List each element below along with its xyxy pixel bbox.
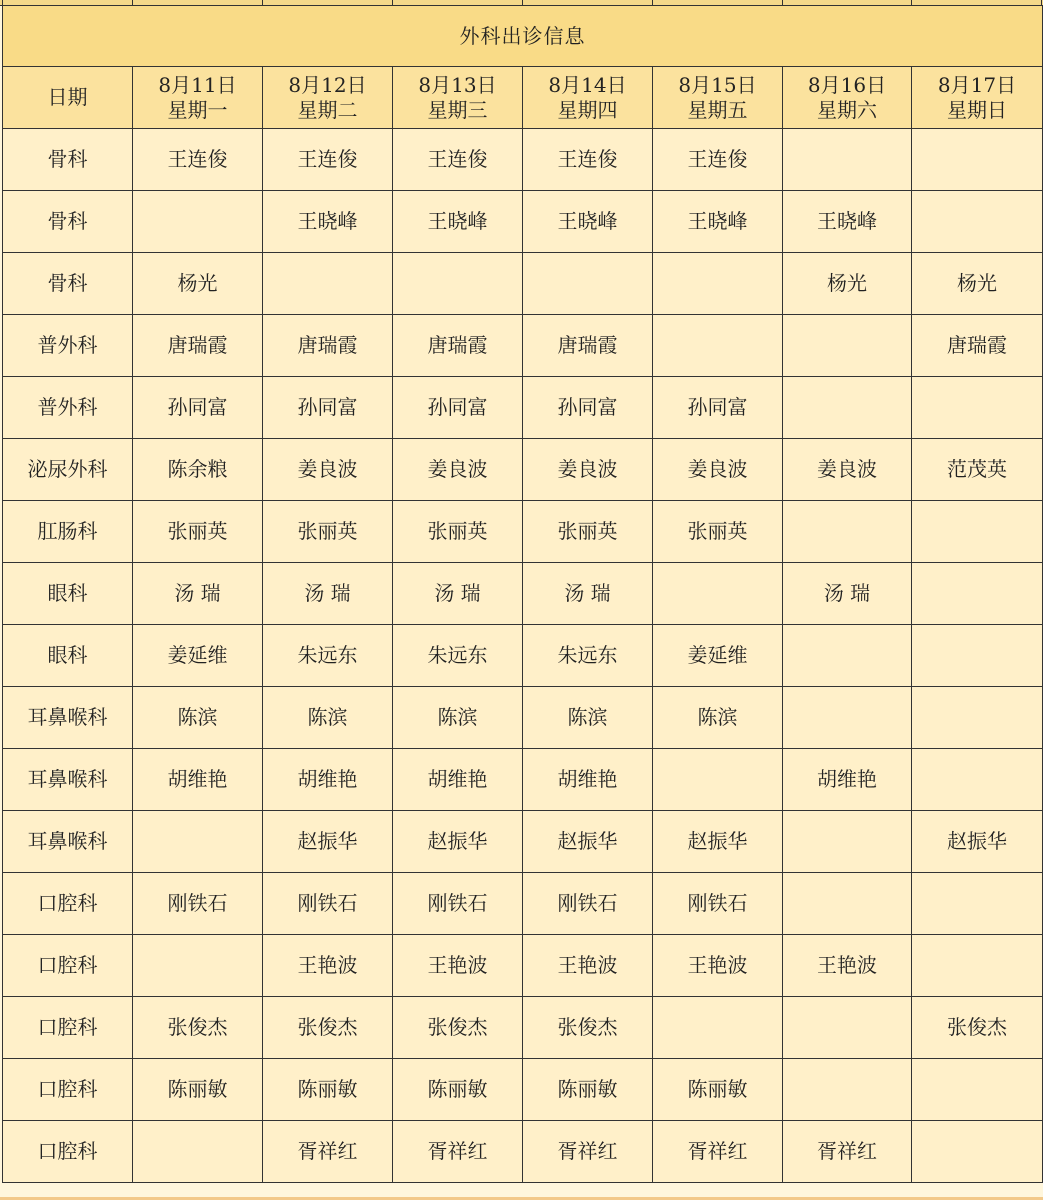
department-cell: 口腔科 [3,1059,133,1121]
doctor-cell [912,1059,1043,1121]
department-cell: 耳鼻喉科 [3,749,133,811]
day-date: 8月11日 [158,72,237,97]
doctor-cell: 陈丽敏 [263,1059,393,1121]
day-weekday: 星期二 [297,97,358,122]
doctor-cell: 王艳波 [783,935,912,997]
doctor-cell [783,997,912,1059]
doctor-cell: 王艳波 [263,935,393,997]
doctor-cell: 汤 瑞 [263,563,393,625]
doctor-cell: 刚铁石 [133,873,263,935]
table-row [3,873,1043,935]
doctor-cell: 刚铁石 [393,873,523,935]
day-weekday: 星期一 [167,97,228,122]
page-title: 外科出诊信息 [3,6,1043,67]
doctor-cell: 陈丽敏 [133,1059,263,1121]
day-header [263,67,393,129]
doctor-cell: 范茂英 [912,439,1043,501]
doctor-cell: 杨光 [783,253,912,315]
table-row [3,997,1043,1059]
department-cell: 肛肠科 [3,501,133,563]
day-weekday: 星期五 [687,97,748,122]
doctor-cell: 王晓峰 [263,191,393,253]
doctor-cell: 王艳波 [523,935,653,997]
doctor-cell: 王晓峰 [653,191,783,253]
schedule-rows [3,129,1043,1183]
table-row [3,935,1043,997]
department-cell: 眼科 [3,563,133,625]
table-row [3,129,1043,191]
doctor-cell: 王连俊 [263,129,393,191]
department-cell: 普外科 [3,315,133,377]
doctor-cell: 陈滨 [523,687,653,749]
day-date: 8月13日 [418,72,497,97]
doctor-cell: 汤 瑞 [133,563,263,625]
doctor-cell: 胡维艳 [263,749,393,811]
schedule-table [2,5,1043,1183]
department-cell: 口腔科 [3,935,133,997]
doctor-cell: 胡维艳 [393,749,523,811]
doctor-cell [912,563,1043,625]
doctor-cell [912,749,1043,811]
doctor-cell: 王连俊 [653,129,783,191]
doctor-cell: 胥祥红 [653,1121,783,1183]
day-header [393,67,523,129]
department-cell: 骨科 [3,191,133,253]
doctor-cell: 赵振华 [523,811,653,873]
doctor-cell [912,501,1043,563]
doctor-cell [912,625,1043,687]
doctor-cell: 陈丽敏 [393,1059,523,1121]
doctor-cell: 唐瑞霞 [263,315,393,377]
day-weekday: 星期日 [947,97,1007,122]
doctor-cell: 张俊杰 [133,997,263,1059]
doctor-cell: 唐瑞霞 [133,315,263,377]
doctor-cell: 王连俊 [393,129,523,191]
table-row [3,687,1043,749]
table-row [3,749,1043,811]
doctor-cell: 刚铁石 [263,873,393,935]
department-cell: 口腔科 [3,1121,133,1183]
doctor-cell: 张俊杰 [263,997,393,1059]
doctor-cell: 王晓峰 [393,191,523,253]
doctor-cell [912,1121,1043,1183]
doctor-cell: 陈滨 [133,687,263,749]
doctor-cell: 赵振华 [653,811,783,873]
table-row [3,563,1043,625]
doctor-cell: 陈丽敏 [523,1059,653,1121]
doctor-cell: 胥祥红 [523,1121,653,1183]
department-cell: 骨科 [3,253,133,315]
doctor-cell: 陈余粮 [133,439,263,501]
doctor-cell: 张丽英 [653,501,783,563]
doctor-cell: 张丽英 [393,501,523,563]
doctor-cell: 姜良波 [653,439,783,501]
doctor-cell: 胡维艳 [783,749,912,811]
doctor-cell [783,129,912,191]
department-cell: 泌尿外科 [3,439,133,501]
doctor-cell [133,935,263,997]
department-cell: 口腔科 [3,997,133,1059]
doctor-cell: 王连俊 [133,129,263,191]
doctor-cell: 汤 瑞 [783,563,912,625]
day-date: 8月16日 [807,72,887,97]
doctor-cell: 唐瑞霞 [393,315,523,377]
day-date: 8月14日 [548,72,627,97]
doctor-cell: 张丽英 [133,501,263,563]
doctor-cell [783,501,912,563]
doctor-cell: 杨光 [133,253,263,315]
doctor-cell: 张俊杰 [912,997,1043,1059]
department-cell: 耳鼻喉科 [3,687,133,749]
doctor-cell [912,687,1043,749]
doctor-cell: 刚铁石 [523,873,653,935]
day-date: 8月15日 [678,72,757,97]
doctor-cell [783,1059,912,1121]
doctor-cell [393,253,523,315]
day-header [653,67,783,129]
doctor-cell: 姜良波 [263,439,393,501]
doctor-cell [912,191,1043,253]
doctor-cell: 汤 瑞 [393,563,523,625]
day-header [523,67,653,129]
doctor-cell: 朱远东 [263,625,393,687]
doctor-cell [783,377,912,439]
doctor-cell [653,563,783,625]
doctor-cell: 张丽英 [263,501,393,563]
doctor-cell: 赵振华 [263,811,393,873]
doctor-cell: 胥祥红 [263,1121,393,1183]
doctor-cell: 姜良波 [783,439,912,501]
doctor-cell: 张俊杰 [523,997,653,1059]
table-row [3,501,1043,563]
doctor-cell [783,687,912,749]
day-weekday: 星期四 [557,97,618,122]
doctor-cell: 胥祥红 [783,1121,912,1183]
department-cell: 骨科 [3,129,133,191]
doctor-cell [653,749,783,811]
doctor-cell [653,997,783,1059]
day-header [783,67,912,129]
doctor-cell: 孙同富 [393,377,523,439]
department-cell: 眼科 [3,625,133,687]
table-row [3,315,1043,377]
doctor-cell: 陈滨 [263,687,393,749]
table-row [3,1059,1043,1121]
table-row [3,253,1043,315]
doctor-cell [523,253,653,315]
doctor-cell: 陈丽敏 [653,1059,783,1121]
doctor-cell [912,935,1043,997]
doctor-cell: 赵振华 [393,811,523,873]
doctor-cell [133,1121,263,1183]
doctor-cell: 王艳波 [393,935,523,997]
day-date: 8月12日 [288,72,367,97]
doctor-cell [263,253,393,315]
doctor-cell: 赵振华 [912,811,1043,873]
table-row [3,191,1043,253]
doctor-cell: 唐瑞霞 [523,315,653,377]
title-section [3,6,1043,129]
date-label-header: 日期 [3,67,133,129]
doctor-cell: 孙同富 [263,377,393,439]
doctor-cell: 姜延维 [653,625,783,687]
day-weekday: 星期三 [427,97,488,122]
doctor-cell: 姜良波 [393,439,523,501]
doctor-cell: 姜良波 [523,439,653,501]
doctor-cell [912,129,1043,191]
doctor-cell [133,191,263,253]
doctor-cell: 朱远东 [393,625,523,687]
day-weekday: 星期六 [817,97,877,122]
header-row [3,67,1043,129]
doctor-cell: 王晓峰 [523,191,653,253]
doctor-cell: 刚铁石 [653,873,783,935]
department-cell: 耳鼻喉科 [3,811,133,873]
table-row [3,439,1043,501]
department-cell: 口腔科 [3,873,133,935]
doctor-cell [653,253,783,315]
doctor-cell: 孙同富 [653,377,783,439]
doctor-cell: 胡维艳 [523,749,653,811]
doctor-cell: 陈滨 [653,687,783,749]
doctor-cell: 陈滨 [393,687,523,749]
table-row [3,811,1043,873]
doctor-cell: 孙同富 [133,377,263,439]
doctor-cell: 孙同富 [523,377,653,439]
table-row [3,377,1043,439]
doctor-cell: 杨光 [912,253,1043,315]
doctor-cell: 胡维艳 [133,749,263,811]
doctor-cell [133,811,263,873]
doctor-cell: 张俊杰 [393,997,523,1059]
doctor-cell: 朱远东 [523,625,653,687]
doctor-cell: 张丽英 [523,501,653,563]
doctor-cell [783,811,912,873]
department-cell: 普外科 [3,377,133,439]
doctor-cell [783,315,912,377]
doctor-cell: 王艳波 [653,935,783,997]
table-row [3,625,1043,687]
day-header [133,67,263,129]
doctor-cell [912,873,1043,935]
doctor-cell: 汤 瑞 [523,563,653,625]
doctor-cell: 唐瑞霞 [912,315,1043,377]
doctor-cell: 胥祥红 [393,1121,523,1183]
doctor-cell [783,625,912,687]
doctor-cell: 姜延维 [133,625,263,687]
doctor-cell [912,377,1043,439]
day-header [912,67,1043,129]
doctor-cell [783,873,912,935]
table-row [3,1121,1043,1183]
doctor-cell: 王晓峰 [783,191,912,253]
doctor-cell: 王连俊 [523,129,653,191]
doctor-cell [653,315,783,377]
day-date: 8月17日 [937,72,1017,97]
